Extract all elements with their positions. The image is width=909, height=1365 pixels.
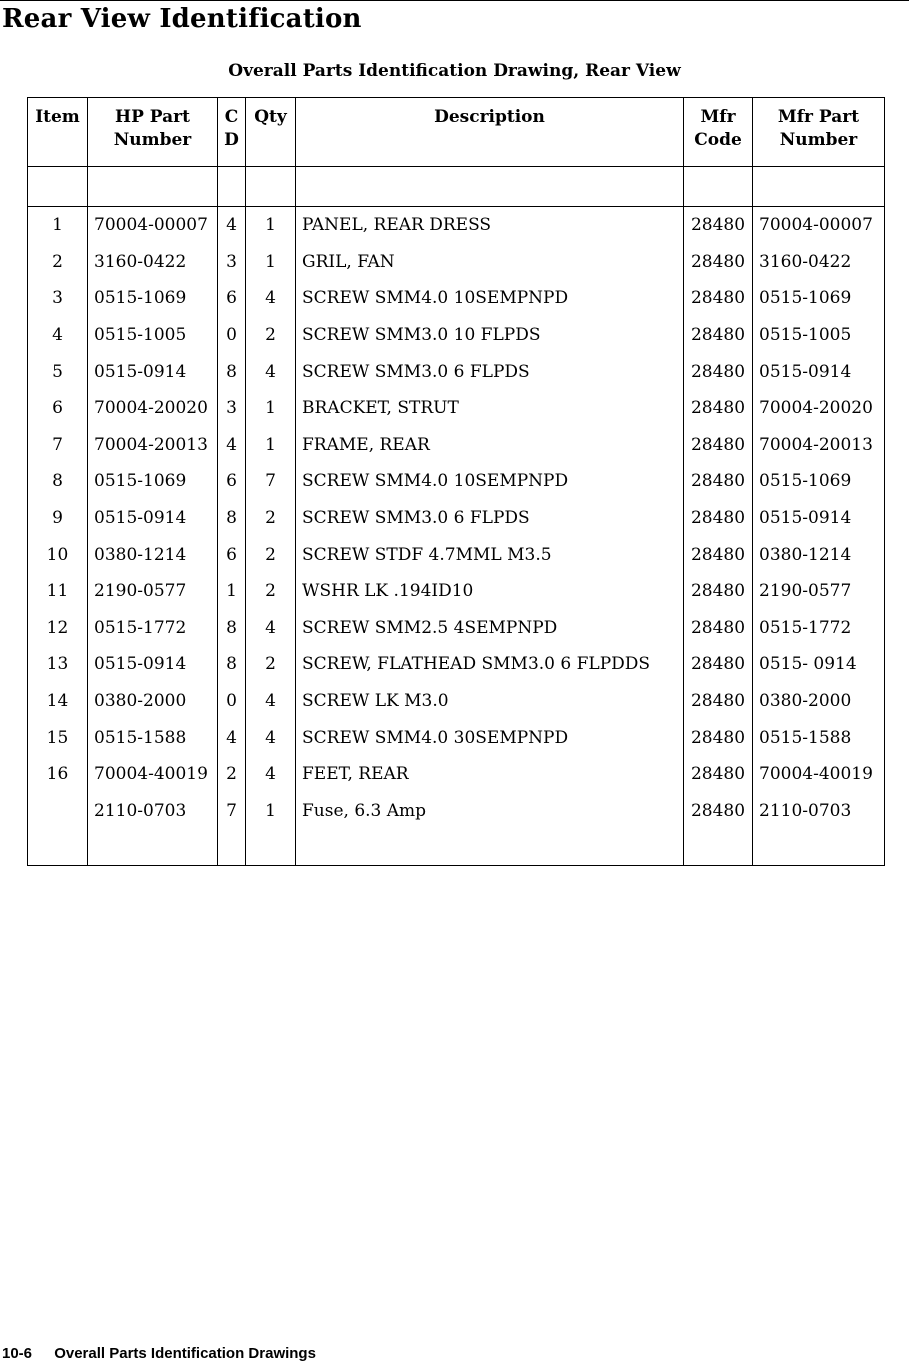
cell-item: 2 (28, 244, 88, 281)
cell-item: 1 (28, 207, 88, 244)
cell-item: 10 (28, 536, 88, 573)
cell-cd: 0 (218, 317, 246, 354)
cell-item: 8 (28, 463, 88, 500)
cell-qty: 4 (246, 610, 296, 647)
table-header-row (28, 98, 885, 167)
cell-description: WSHR LK .194ID10 (296, 573, 684, 610)
cell-qty: 4 (246, 353, 296, 390)
col-header-mfr-code: Mfr Code (684, 98, 753, 167)
cell-mfr-code: 28480 (684, 683, 753, 720)
table-row (28, 646, 885, 683)
cell-mfr-code: 28480 (684, 719, 753, 756)
cell-mfr-part-number: 70004-40019 (753, 756, 885, 793)
cell-qty: 4 (246, 719, 296, 756)
top-rule (0, 0, 909, 1)
cell-cd: 8 (218, 646, 246, 683)
cell-cd: 1 (218, 573, 246, 610)
cell-qty: 1 (246, 207, 296, 244)
cell-mfr-part-number: 0515-1772 (753, 610, 885, 647)
cell-hp-part-number: 0515-0914 (88, 353, 218, 390)
table-row (28, 500, 885, 537)
cell-mfr-part-number: 0515-0914 (753, 500, 885, 537)
col-header-mfr-part-number: Mfr Part Number (753, 98, 885, 167)
cell-description: SCREW SMM2.5 4SEMPNPD (296, 610, 684, 647)
table-row (28, 390, 885, 427)
cell-qty: 1 (246, 793, 296, 830)
footer-section-title: Overall Parts Identification Drawings (54, 1345, 316, 1362)
cell-description: Fuse, 6.3 Amp (296, 793, 684, 830)
cell-cd: 8 (218, 353, 246, 390)
cell-hp-part-number: 0515-1005 (88, 317, 218, 354)
table-row (28, 683, 885, 720)
cell-description: SCREW SMM3.0 6 FLPDS (296, 500, 684, 537)
footer-page-number: 10-6 (2, 1345, 33, 1362)
cell-mfr-code: 28480 (684, 793, 753, 830)
cell-mfr-part-number: 3160-0422 (753, 244, 885, 281)
col-header-hp-part-number: HP Part Number (88, 98, 218, 167)
cell-mfr-part-number: 70004-00007 (753, 207, 885, 244)
cell-mfr-code: 28480 (684, 500, 753, 537)
cell-qty: 1 (246, 390, 296, 427)
parts-table (27, 97, 885, 866)
cell-hp-part-number: 0515-1588 (88, 719, 218, 756)
cell-cd: 8 (218, 500, 246, 537)
col-header-description: Description (296, 98, 684, 167)
cell-item: 15 (28, 719, 88, 756)
table-row (28, 719, 885, 756)
table-row (28, 317, 885, 354)
cell-cd: 4 (218, 427, 246, 464)
cell-qty: 7 (246, 463, 296, 500)
cell-cd: 6 (218, 463, 246, 500)
cell-cd: 6 (218, 536, 246, 573)
cell-qty: 4 (246, 683, 296, 720)
cell-description: PANEL, REAR DRESS (296, 207, 684, 244)
cell-mfr-part-number: 0515-1069 (753, 280, 885, 317)
cell-cd: 4 (218, 719, 246, 756)
table-row (28, 573, 885, 610)
header-spacer-row (28, 167, 885, 207)
cell-item: 3 (28, 280, 88, 317)
cell-item: 6 (28, 390, 88, 427)
table-row (28, 427, 885, 464)
cell-cd: 3 (218, 390, 246, 427)
cell-hp-part-number: 70004-00007 (88, 207, 218, 244)
cell-cd: 0 (218, 683, 246, 720)
cell-qty: 2 (246, 536, 296, 573)
cell-qty: 2 (246, 573, 296, 610)
cell-item: 4 (28, 317, 88, 354)
cell-description: SCREW SMM4.0 30SEMPNPD (296, 719, 684, 756)
cell-description: FRAME, REAR (296, 427, 684, 464)
cell-item: 7 (28, 427, 88, 464)
cell-qty: 1 (246, 244, 296, 281)
cell-hp-part-number: 0515-1772 (88, 610, 218, 647)
cell-mfr-part-number: 0515-0914 (753, 353, 885, 390)
cell-item: 12 (28, 610, 88, 647)
cell-mfr-part-number: 2110-0703 (753, 793, 885, 830)
table-row (28, 463, 885, 500)
cell-mfr-code: 28480 (684, 463, 753, 500)
cell-description: SCREW LK M3.0 (296, 683, 684, 720)
cell-mfr-code: 28480 (684, 317, 753, 354)
cell-hp-part-number: 0515-0914 (88, 646, 218, 683)
table-row (28, 353, 885, 390)
table-title: Overall Parts Identification Drawing, Rear View (228, 61, 681, 81)
cell-item: 13 (28, 646, 88, 683)
table-row (28, 793, 885, 830)
table-row (28, 244, 885, 281)
cell-mfr-code: 28480 (684, 390, 753, 427)
cell-qty: 1 (246, 427, 296, 464)
cell-description: GRIL, FAN (296, 244, 684, 281)
cell-hp-part-number: 70004-20020 (88, 390, 218, 427)
cell-hp-part-number: 2190-0577 (88, 573, 218, 610)
cell-description: SCREW, FLATHEAD SMM3.0 6 FLPDDS (296, 646, 684, 683)
table-row (28, 280, 885, 317)
cell-description: SCREW SMM3.0 6 FLPDS (296, 353, 684, 390)
cell-mfr-code: 28480 (684, 427, 753, 464)
cell-qty: 4 (246, 756, 296, 793)
cell-mfr-code: 28480 (684, 244, 753, 281)
cell-description: SCREW SMM3.0 10 FLPDS (296, 317, 684, 354)
cell-mfr-part-number: 0515-1005 (753, 317, 885, 354)
cell-mfr-code: 28480 (684, 280, 753, 317)
cell-qty: 2 (246, 500, 296, 537)
cell-mfr-code: 28480 (684, 646, 753, 683)
cell-qty: 4 (246, 280, 296, 317)
cell-cd: 8 (218, 610, 246, 647)
table-bottom-padding-row (28, 829, 885, 866)
table-row (28, 207, 885, 244)
cell-cd: 2 (218, 756, 246, 793)
cell-mfr-code: 28480 (684, 756, 753, 793)
cell-hp-part-number: 0515-1069 (88, 280, 218, 317)
col-header-item: Item (28, 98, 88, 167)
cell-hp-part-number: 3160-0422 (88, 244, 218, 281)
cell-cd: 3 (218, 244, 246, 281)
cell-qty: 2 (246, 317, 296, 354)
cell-mfr-code: 28480 (684, 573, 753, 610)
cell-mfr-code: 28480 (684, 536, 753, 573)
cell-hp-part-number: 0380-1214 (88, 536, 218, 573)
cell-mfr-code: 28480 (684, 207, 753, 244)
cell-hp-part-number: 2110-0703 (88, 793, 218, 830)
cell-cd: 7 (218, 793, 246, 830)
cell-item (28, 793, 88, 830)
cell-item: 11 (28, 573, 88, 610)
cell-hp-part-number: 0515-0914 (88, 500, 218, 537)
table-row (28, 756, 885, 793)
cell-mfr-part-number: 2190-0577 (753, 573, 885, 610)
cell-mfr-part-number: 0380-2000 (753, 683, 885, 720)
cell-mfr-part-number: 70004-20020 (753, 390, 885, 427)
cell-hp-part-number: 70004-40019 (88, 756, 218, 793)
cell-item: 5 (28, 353, 88, 390)
cell-mfr-part-number: 0515-1588 (753, 719, 885, 756)
cell-description: SCREW SMM4.0 10SEMPNPD (296, 280, 684, 317)
col-header-qty: Qty (246, 98, 296, 167)
cell-mfr-part-number: 0515- 0914 (753, 646, 885, 683)
cell-item: 9 (28, 500, 88, 537)
cell-description: BRACKET, STRUT (296, 390, 684, 427)
cell-description: SCREW SMM4.0 10SEMPNPD (296, 463, 684, 500)
page-heading: Rear View Identification (2, 4, 362, 34)
cell-mfr-code: 28480 (684, 610, 753, 647)
cell-qty: 2 (246, 646, 296, 683)
cell-hp-part-number: 70004-20013 (88, 427, 218, 464)
cell-hp-part-number: 0380-2000 (88, 683, 218, 720)
cell-description: SCREW STDF 4.7MML M3.5 (296, 536, 684, 573)
cell-mfr-part-number: 0380-1214 (753, 536, 885, 573)
cell-mfr-part-number: 0515-1069 (753, 463, 885, 500)
cell-mfr-code: 28480 (684, 353, 753, 390)
cell-hp-part-number: 0515-1069 (88, 463, 218, 500)
page-footer (2, 1345, 316, 1362)
cell-mfr-part-number: 70004-20013 (753, 427, 885, 464)
col-header-cd: C D (218, 98, 246, 167)
cell-item: 16 (28, 756, 88, 793)
cell-item: 14 (28, 683, 88, 720)
table-row (28, 610, 885, 647)
cell-description: FEET, REAR (296, 756, 684, 793)
table-row (28, 536, 885, 573)
cell-cd: 6 (218, 280, 246, 317)
parts-table-body (28, 167, 885, 866)
cell-cd: 4 (218, 207, 246, 244)
